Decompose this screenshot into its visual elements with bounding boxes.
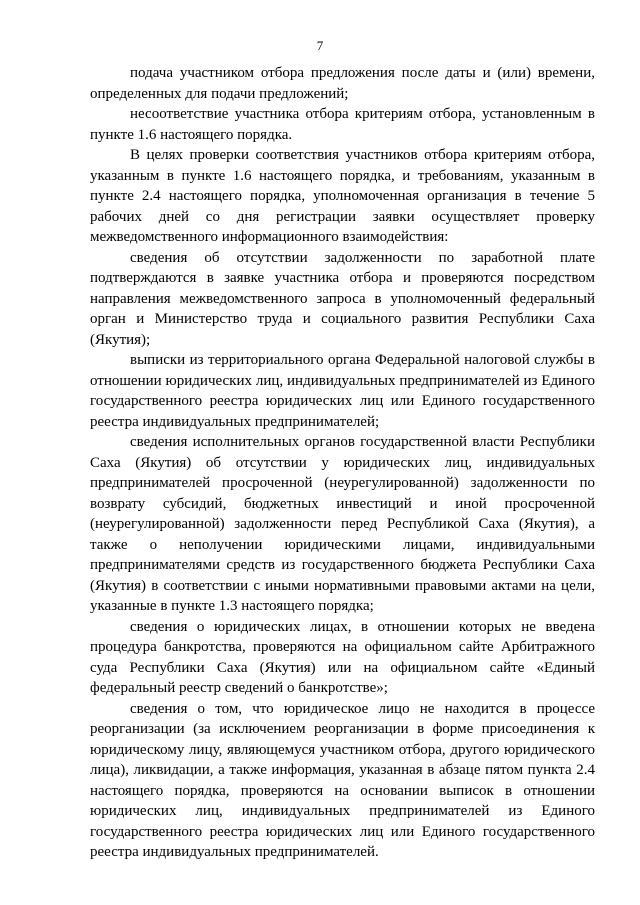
paragraph-verification-intro: В целях проверки соответствия участников отбора критериям отбора, указанным в пункте 1.6 настоящего порядка, и требованиям, указанным в пункте 2.4 настоящего порядка, уполномоченная организация в течение 5 рабочих дней со дня регистрации заявки осуществляет проверку межведомственного информационного взаимодействия: — [90, 147, 595, 245]
document-body — [90, 63, 595, 863]
paragraph-late-submission: подача участником отбора предложения после даты и (или) времени, определенных для подачи предложений; — [90, 65, 595, 102]
paragraph-government-debt-info: сведения исполнительных органов государственной власти Республики Саха (Якутия) об отсутствии у юридических лиц, индивидуальных предпринимателей просроченной (неурегулированной) задолженности по возврату субсидий, бюджетных инвестиций и иной просроченной (неурегулированной) задолженности перед Республикой Саха (Якутия), а также о неполучении юридическими лицами, индивидуальными предпринимателями средств из государственного бюджета Республики Саха (Якутия) в соответствии с иными нормативными правовыми актами на цели, указанные в пункте 1.3 настоящего порядка; — [90, 434, 595, 614]
paragraph-tax-service-extracts: выписки из территориального органа Федеральной налоговой службы в отношении юридических лиц, индивидуальных предпринимателей из Единого государственного реестра юридических лиц или Единого государственного реестра индивидуальных предпринимателей; — [90, 352, 595, 430]
paragraph-bankruptcy-check: сведения о юридических лицах, в отношении которых не введена процедура банкротства, проверяются на официальном сайте Арбитражного суда Республики Саха (Якутия) или на официальном сайте «Единый федеральный реестр сведений о банкротстве»; — [90, 618, 595, 696]
paragraph-reorganization-check: сведения о том, что юридическое лицо не находится в процессе реорганизации (за исключением реорганизации в форме присоединения к юридическому лицу, являющемуся участником отбора, другого юридического лица), ликвидации, а также информация, указанная в абзаце пятом пункта 2.4 настоящего порядка, проверяются на основании выписок в отношении юридических лиц, индивидуальных предпринимателей из Единого государственного реестра юридических лиц или Единого государственного реестра индивидуальных предпринимателей. — [90, 700, 595, 860]
page-number: 7 — [316, 38, 324, 53]
paragraph-wage-arrears: сведения об отсутствии задолженности по заработной плате подтверждаются в заявке участника отбора и проверяются посредством направления межведомственного запроса в уполномоченный федеральный орган и Министерство труда и социального развития Республики Саха (Якутия); — [90, 249, 595, 348]
paragraph-criteria-mismatch: несоответствие участника отбора критериям отбора, установленным в пункте 1.6 настоящего порядка. — [90, 106, 595, 143]
